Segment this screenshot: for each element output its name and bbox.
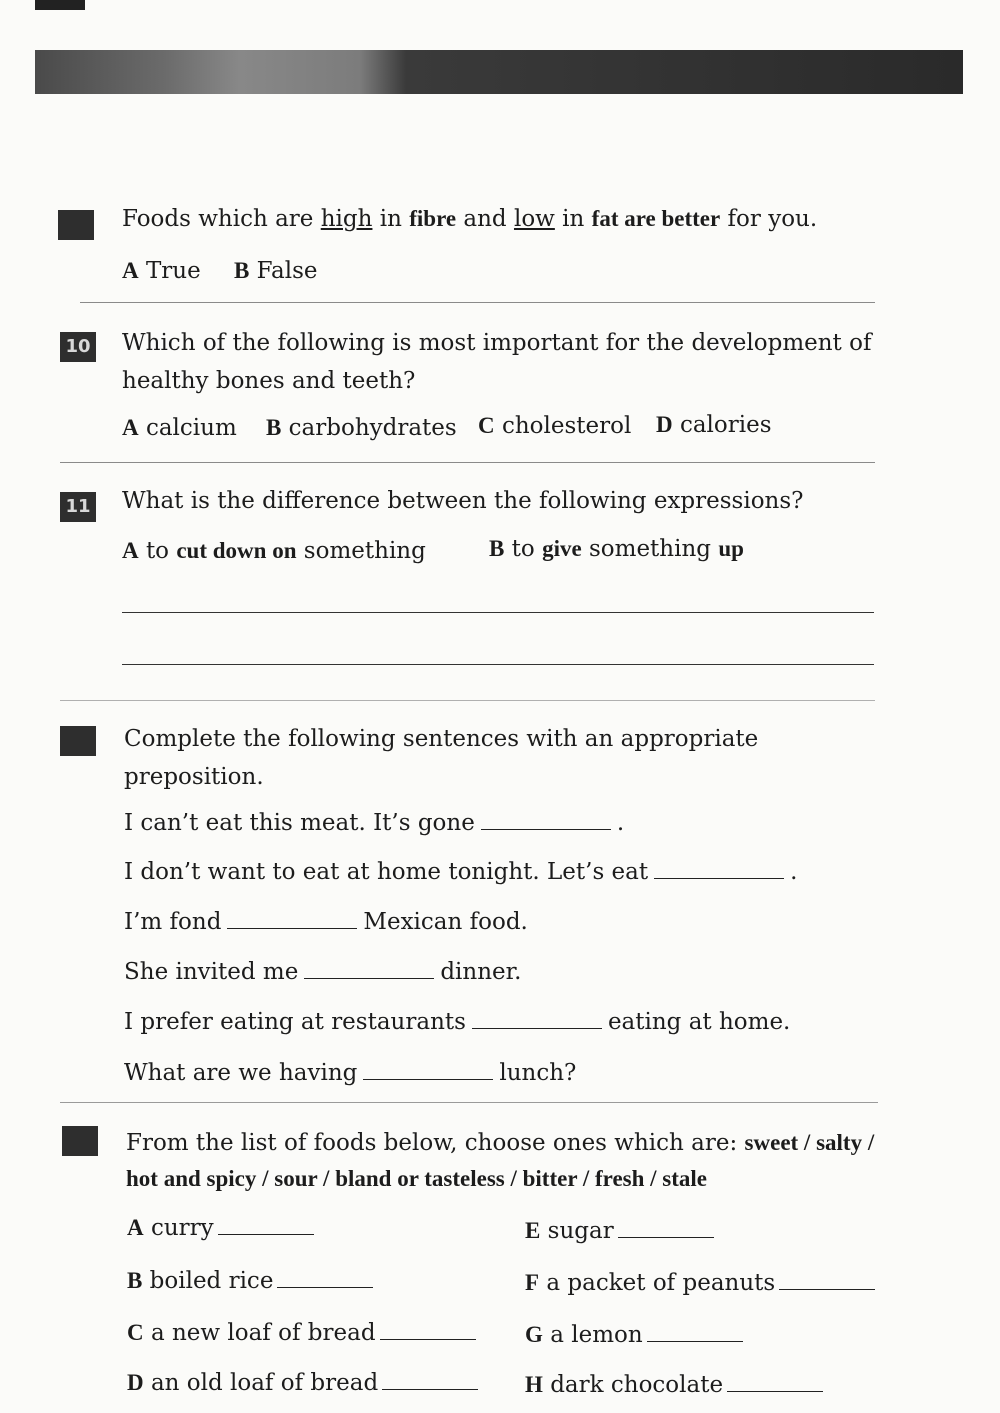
sentence-text: lunch? <box>499 1060 577 1086</box>
food-text: a lemon <box>550 1322 643 1348</box>
blank-input[interactable] <box>779 1271 875 1290</box>
option-letter: D <box>656 412 673 437</box>
option-text: cholesterol <box>501 413 632 439</box>
question-11-text: What is the difference between the following expressions? <box>122 488 804 514</box>
question-number-badge <box>58 210 94 240</box>
food-text: an old loaf of bread <box>150 1370 379 1396</box>
q9-option-b[interactable] <box>234 258 318 284</box>
corner-mark <box>35 0 85 10</box>
option-bold: up <box>718 536 744 561</box>
option-letter: A <box>122 538 139 563</box>
sentence-text: What are we having <box>124 1060 358 1086</box>
sentence-text: She invited me <box>124 959 299 985</box>
q9-high: high <box>320 206 373 232</box>
food-text: a new loaf of bread <box>150 1320 376 1346</box>
sentence-text: . <box>616 810 625 836</box>
question-13-text <box>126 1125 886 1197</box>
option-bold: give <box>542 536 582 561</box>
sentence-text: I can’t eat this meat. It’s gone <box>124 810 475 836</box>
blank-input[interactable] <box>727 1373 823 1392</box>
divider <box>60 1102 878 1103</box>
sentence-4 <box>124 959 521 985</box>
question-number-badge <box>62 1126 98 1156</box>
option-text: True <box>145 258 201 284</box>
food-text: sugar <box>547 1218 614 1244</box>
option-letter: A <box>122 258 139 283</box>
divider <box>80 302 875 303</box>
food-item-c <box>127 1320 480 1346</box>
food-item-h <box>525 1372 827 1398</box>
food-item-g <box>525 1322 747 1348</box>
q13-text-bold: sweet / salty / hot and spicy / sour / bland or tasteless / bitter / fresh / stale <box>126 1130 875 1191</box>
q10-option-b[interactable] <box>266 415 457 441</box>
sentence-1 <box>124 810 624 836</box>
q10-option-d[interactable] <box>656 412 772 438</box>
sentence-text: I prefer eating at restaurants <box>124 1009 466 1035</box>
blank-input[interactable] <box>647 1323 743 1342</box>
food-text: a packet of peanuts <box>546 1270 776 1296</box>
sentence-text: I’m fond <box>124 909 222 935</box>
sentence-text: Mexican food. <box>363 909 528 935</box>
blank-input[interactable] <box>218 1216 314 1235</box>
option-text: carbohydrates <box>288 415 457 441</box>
blank-input[interactable] <box>277 1269 373 1288</box>
option-text: something <box>581 536 719 562</box>
option-text: something <box>296 538 426 564</box>
option-text: to <box>511 536 543 562</box>
food-letter: G <box>525 1322 543 1347</box>
option-letter: A <box>122 415 139 440</box>
q10-option-a[interactable] <box>122 415 237 441</box>
divider <box>60 462 875 463</box>
food-text: boiled rice <box>149 1268 274 1294</box>
sentence-2 <box>124 859 797 885</box>
q11-option-a <box>122 538 426 564</box>
divider <box>60 700 875 701</box>
sentence-6 <box>124 1060 576 1086</box>
option-text: calories <box>679 412 772 438</box>
food-item-b <box>127 1268 377 1294</box>
food-text: curry <box>150 1215 214 1241</box>
option-letter: B <box>266 415 282 440</box>
blank-input[interactable] <box>227 910 357 929</box>
option-text: calcium <box>145 415 237 441</box>
blank-input[interactable] <box>481 811 611 830</box>
q9-fibre: fibre <box>409 206 457 231</box>
food-letter: F <box>525 1270 540 1295</box>
q9-part: and <box>456 206 514 232</box>
food-letter: C <box>127 1320 144 1345</box>
food-item-d <box>127 1370 482 1396</box>
option-text: to <box>145 538 177 564</box>
blank-input[interactable] <box>618 1219 714 1238</box>
blank-input[interactable] <box>654 860 784 879</box>
question-number-badge: 11 <box>60 492 96 522</box>
header-bar <box>35 50 963 94</box>
option-text: False <box>256 258 318 284</box>
sentence-5 <box>124 1009 790 1035</box>
sentence-text: eating at home. <box>607 1009 791 1035</box>
food-item-a <box>127 1215 318 1241</box>
answer-line[interactable] <box>122 612 874 613</box>
q9-option-a[interactable] <box>122 258 201 284</box>
blank-input[interactable] <box>380 1321 476 1340</box>
sentence-text: . <box>790 859 798 885</box>
blank-input[interactable] <box>472 1010 602 1029</box>
q9-part: Foods which are <box>122 206 321 232</box>
q9-part: for you. <box>720 206 818 232</box>
question-12-text: Complete the following sentences with an appropriate preposition. <box>124 726 759 790</box>
question-number-badge <box>60 726 96 756</box>
option-letter: C <box>478 413 495 438</box>
food-item-f <box>525 1270 879 1296</box>
q13-text-plain: From the list of foods below, choose ones which are: <box>126 1130 745 1156</box>
food-item-e <box>525 1218 718 1244</box>
blank-input[interactable] <box>363 1061 493 1080</box>
food-letter: B <box>127 1268 143 1293</box>
question-9-text <box>122 200 817 238</box>
food-letter: A <box>127 1215 144 1240</box>
q9-fat-better: fat are better <box>591 206 721 231</box>
food-text: dark chocolate <box>550 1372 724 1398</box>
sentence-text: I don’t want to eat at home tonight. Let’s eat <box>124 859 649 885</box>
option-letter: B <box>489 536 505 561</box>
q10-option-c[interactable] <box>478 413 631 439</box>
q9-part: in <box>554 206 592 232</box>
answer-line[interactable] <box>122 664 874 665</box>
question-number-badge: 10 <box>60 332 96 362</box>
blank-input[interactable] <box>304 960 434 979</box>
food-letter: H <box>525 1372 543 1397</box>
question-10-text: Which of the following is most important for the development of healthy bones and teeth? <box>122 330 872 394</box>
q11-option-b <box>489 536 744 562</box>
sentence-3 <box>124 909 528 935</box>
sentence-text: dinner. <box>440 959 522 985</box>
q9-low: low <box>513 206 555 232</box>
option-letter: B <box>234 258 250 283</box>
blank-input[interactable] <box>382 1371 478 1390</box>
q9-part: in <box>372 206 410 232</box>
food-letter: E <box>525 1218 541 1243</box>
option-bold: cut down on <box>176 538 297 563</box>
food-letter: D <box>127 1370 144 1395</box>
